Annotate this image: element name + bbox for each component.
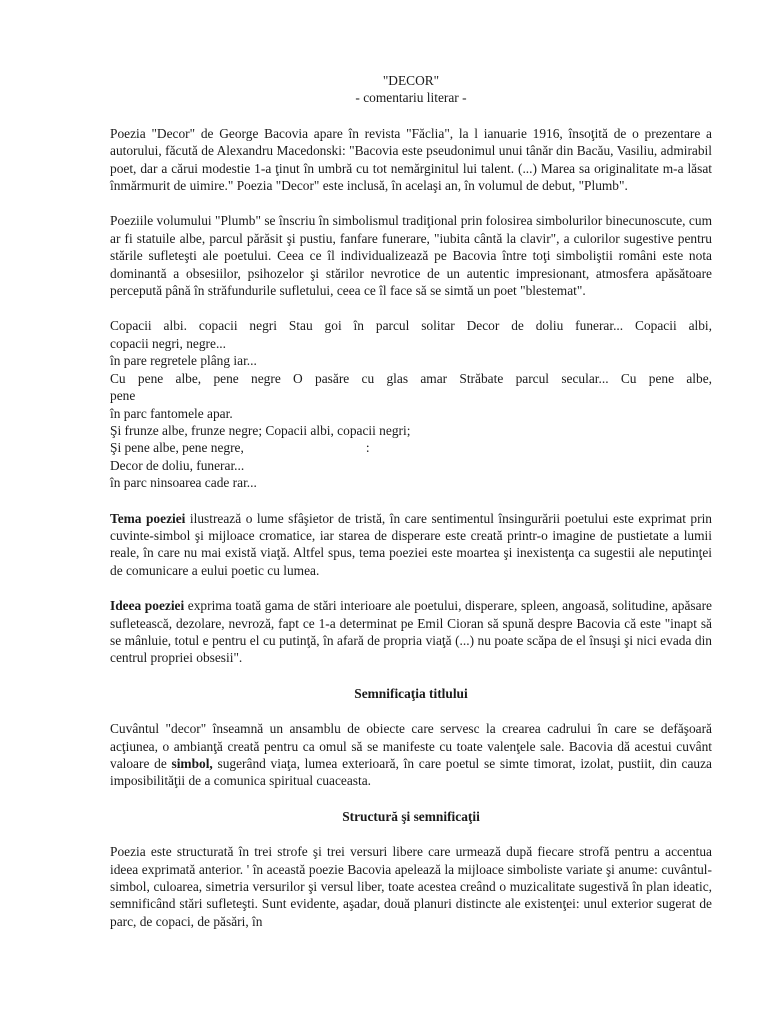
poem-colon: : bbox=[365, 440, 370, 456]
poem-line: Cu pene albe, pene negre O pasăre cu glas amar Străbate parcul secular... Cu pene albe, bbox=[110, 370, 712, 386]
tema-paragraph bbox=[110, 510, 712, 580]
poem-line: Copacii albi. copacii negri Stau goi în parcul solitar Decor de doliu funerar... Copacii albi, bbox=[110, 318, 712, 334]
section-heading-semnificatia: Semnificaţia titlului bbox=[354, 685, 468, 701]
semnificatia-text-after: sugerând viaţa, lumea exterioară, în care poetul se simte timorat, izolat, pustiit, din cauza imposibilităţii de a comunica spiritual cuaceasta. bbox=[110, 756, 712, 789]
document-page bbox=[110, 72, 712, 948]
poem-line: copacii negri, negre... bbox=[110, 335, 226, 351]
poem-line: în parc fantomele apar. bbox=[110, 405, 233, 421]
ideea-lead: Ideea poeziei bbox=[110, 598, 185, 614]
ideea-paragraph bbox=[110, 597, 712, 667]
document-title: "DECOR" bbox=[382, 73, 440, 88]
poem-line: Decor de doliu, funerar... bbox=[110, 457, 245, 473]
poem-line-text: Şi pene albe, pene negre, bbox=[110, 440, 244, 456]
poem-line: în parc ninsoarea cade rar... bbox=[110, 475, 257, 491]
poem-line-with-colon bbox=[110, 439, 712, 456]
semnificatia-bold: simbol, bbox=[171, 756, 213, 771]
ideea-text: exprima toată gama de stări interioare ale poetului, disperare, spleen, angoasă, solitudine, apăsare sufletească, dezolare, nevroză, fapt ce 1-a determinat pe Emil Cioran să spună despre Bacovia că este "inapt să se mânluie, totul e pentru el cu putinţă, în afară de propria viaţă (...) nu poate scăpa de el însuşi şi nici evada din centrul propriei obsesii". bbox=[110, 598, 712, 666]
intro-paragraph-1: Poezia "Decor" de George Bacovia apare în revista "Făclia", la l ianuarie 1916, însoţită de o prezentare a autorului, făcută de Alexandru Macedonski: "Bacovia este pseudonimul unui tânăr din Bacău, Vasiliu, admirabil poet, dar a cărui modestie 1-a ţinut în umbră cu tot nemărginitul lui talent. (...) Marea sa originalitate m-a lăsat înmărmurit de uimire." Poezia "Decor" este inclusă, în acelaşi an, în volumul de debut, "Plumb". bbox=[110, 125, 712, 194]
document-subtitle: - comentariu literar - bbox=[355, 90, 467, 106]
semnificatia-text-before: Cuvântul "decor" înseamnă un ansamblu de obiecte care servesc la crearea cadrului în care se defăşoară acţiunea, o ambianţă creată pentru ca omul să se manifeste cu toate valenţele sale. Bacovia dă acestui cuvânt valoare de bbox=[110, 721, 712, 771]
tema-text: ilustrează o lume sfâşietor de tristă, în care sentimentul însingurării poetului este exprimat prin cuvinte-simbol şi mijloace cromatice, iar starea de disperare este creată printr-o imagine de pustietate a lumii reale, în care nu mai există viaţă. Altfel spus, tema poeziei este moartea şi inexistenţa ca sugestii ale neputinţei de comunicare a eului poetic cu lumea. bbox=[110, 510, 712, 578]
tema-lead: Tema poeziei bbox=[110, 510, 186, 526]
intro-paragraph-2: Poeziile volumului "Plumb" se înscriu în simbolismul tradiţional prin folosirea simbolurilor binecunoscute, cum ar fi statuile albe, parcul părăsit şi pustiu, fanfare funerare, "iubita cântă la clavir", a culorilor sugestive pentru stările sufleteşti ale poetului. Ceea ce îl individualizează pe Bacovia între toţi simboliştii români este nota dominantă a obsesiilor, psihozelor şi stărilor nevrotice de un autentic impresionant, atmosfera apăsătoare percepută până în străfundurile sufletului, ceea ce îl face să se simtă un poet "blestemat". bbox=[110, 213, 712, 299]
semnificatia-paragraph bbox=[110, 720, 712, 790]
section-heading-structura: Structură şi semnificaţii bbox=[342, 808, 480, 824]
poem-block bbox=[110, 317, 712, 491]
poem-line: în pare regretele plâng iar... bbox=[110, 353, 257, 369]
poem-line: pene bbox=[110, 388, 136, 404]
structura-paragraph: Poezia este structurată în trei strofe şi trei versuri libere care urmează după fiecare strofă pentru a accentua ideea exprimată anterior. ' în această poezie Bacovia apelează la mijloace simboliste variate şi anume: cuvântul-simbol, culoarea, simetria versurilor şi versul liber, toate acestea creând o muzicalitate sugestivă în plan ideatic, semnificând stări sufleteşti. Sunt evidente, aşadar, două planuri distincte ale existenţei: unul exterior sugerat de parc, de copaci, de păsări, în bbox=[110, 844, 712, 929]
poem-line: Şi frunze albe, frunze negre; Copacii albi, copacii negri; bbox=[110, 422, 411, 438]
